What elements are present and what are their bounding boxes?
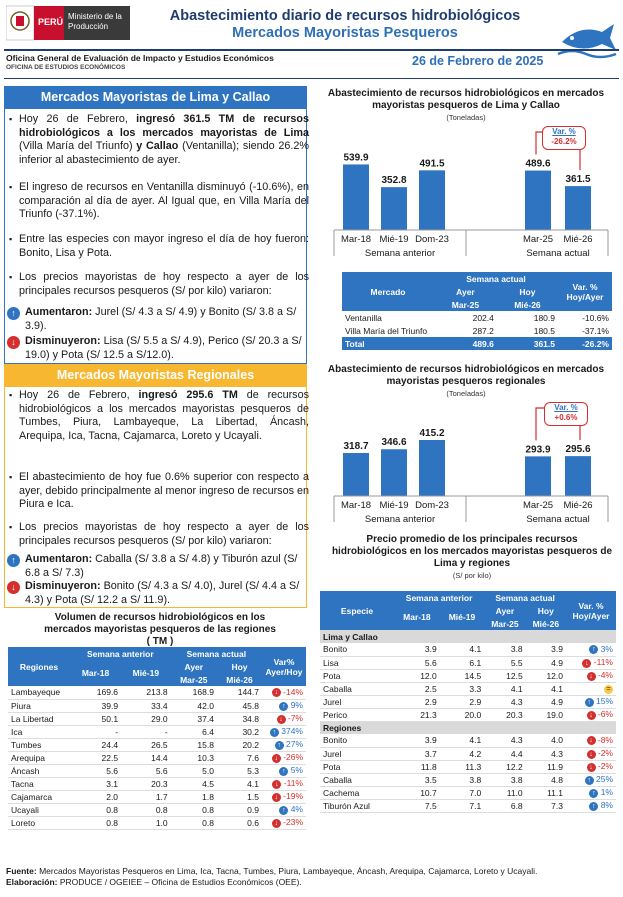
- banner-regiones: Mercados Mayoristas Regionales: [4, 364, 307, 386]
- lima-decrease: ↓ Disminuyeron: Lisa (S/ 5.5 a S/ 4.9), Perico (S/ 20.3 a S/ 19.0) y Pota (S/ 12.5 a S/12.0).: [25, 335, 309, 362]
- table-row: Ventanilla 202.4 180.9 -10.6%: [345, 312, 609, 323]
- org-info: [6, 53, 274, 73]
- th-sem-ant: Semana anterior: [394, 591, 484, 604]
- th-ayer: Ayer: [484, 604, 525, 617]
- data-label: 539.9: [343, 152, 369, 164]
- arrow-up-icon: ↑: [275, 741, 284, 750]
- data-label: 346.6: [381, 437, 407, 449]
- th-mar25: Mar-25: [434, 298, 497, 311]
- th-mie19: Mié-19: [121, 660, 171, 686]
- th-mie26: Mié-26: [217, 673, 262, 686]
- table-row: Tumbes 24.4 26.5 15.8 20.2 ↑ 27%: [8, 738, 306, 751]
- arrow-down-icon: ↓: [587, 672, 596, 681]
- table-row: Tiburón Azul 7.5 7.1 6.8 7.3 ↑ 8%: [320, 799, 616, 812]
- arrow-up-icon: ↑: [7, 307, 20, 320]
- table-row: Caballa 3.5 3.8 3.8 4.8 ↑ 25%: [320, 773, 616, 786]
- lima-section: [4, 108, 307, 364]
- lima-increase: ↑ Aumentaron: Jurel (S/ 4.3 a S/ 4.9) y Bonito (S/ 3.8 a S/ 3.9).: [25, 306, 309, 333]
- arrow-down-icon: ↓: [7, 336, 20, 349]
- reg-decrease: ↓ Disminuyeron: Bonito (S/ 4.3 a S/ 4.0), Jurel (S/ 4.4 a S/ 4.3) y Pota (S/ 12.2 a S/ 11.9).: [25, 580, 309, 607]
- arrow-down-icon: ↓: [587, 750, 596, 759]
- logo-ministry: Ministerio de la Producción: [68, 12, 122, 31]
- arrow-up-icon: ↑: [270, 728, 279, 737]
- table-row: Pota 12.0 14.5 12.5 12.0 ↓ -4%: [320, 669, 616, 682]
- table-total-row: Total 489.6 361.5 -26.2%: [342, 337, 612, 350]
- tick-label: Mar-18: [340, 234, 372, 245]
- data-label: 489.6: [525, 158, 551, 170]
- table-row: Loreto 0.8 1.0 0.8 0.6 ↓ -23%: [8, 816, 306, 829]
- table-row: Ucayali 0.8 0.8 0.8 0.9 ↑ 4%: [8, 803, 306, 816]
- tick-label: Mié-19: [379, 500, 409, 511]
- footer: [6, 866, 616, 888]
- bar: [525, 456, 551, 496]
- th-var: Var% Ayer/Hoy: [262, 647, 306, 686]
- th-sem-act: Semana actual: [484, 591, 566, 604]
- lima-bullet-3: ▪ Entre las especies con mayor ingreso el día de hoy fueron: Bonito, Lisa y Pota.: [19, 233, 309, 260]
- data-label: 293.9: [525, 444, 551, 456]
- org-office: OFICINA DE ESTUDIOS ECONÓMICOS: [6, 64, 126, 71]
- subtitle: Mercados Mayoristas Pesqueros: [232, 25, 458, 41]
- bar: [419, 170, 445, 230]
- tick-label: Mar-25: [522, 500, 554, 511]
- lima-bullet-2: ▪ El ingreso de recursos en Ventanilla disminuyó (-10.6%), en comparación al día de ayer. Al Igual que, en Villa María del Triunfo (-37.1%).: [19, 181, 309, 222]
- bar: [343, 164, 369, 230]
- equal-icon: =: [604, 685, 613, 694]
- group-label: Semana anterior: [364, 514, 436, 525]
- arrow-down-icon: ↓: [272, 793, 281, 802]
- table-row: Villa María del Triunfo 287.2 180.5 -37.1%: [345, 325, 609, 336]
- regional-section: [4, 386, 307, 608]
- th-sem-act: Semana actual: [171, 647, 262, 660]
- report-title: [140, 8, 550, 42]
- title: Abastecimiento diario de recursos hidrobiológicos: [169, 8, 521, 24]
- table-row: Tacna 3.1 20.3 4.5 4.1 ↓ -11%: [8, 777, 306, 790]
- vol-table-title: Volumen de recursos hidrobiológicos en los mercados mayoristas pesqueros de las regiones ( TM ): [44, 612, 276, 647]
- table-row: Cajamarca 2.0 1.7 1.8 1.5 ↓ -19%: [8, 790, 306, 803]
- table-section-row: Lima y Callao: [320, 630, 616, 643]
- reg-bullet-2: ▪ El abastecimiento de hoy fue 0.6% superior con respecto a ayer, debido principalmente al menor ingreso de recursos en Piura e Ica.: [19, 471, 309, 512]
- th-regiones: Regiones: [8, 647, 70, 686]
- report-date: 26 de Febrero de 2025: [412, 54, 544, 68]
- table-row: Lambayeque 169.6 213.8 168.9 144.7 ↓ -14%: [8, 686, 306, 699]
- th-mar18: Mar-18: [394, 604, 440, 630]
- th-especie: Especie: [320, 591, 394, 630]
- arrow-down-icon: ↓: [272, 780, 281, 789]
- th-mercado: Mercado: [342, 272, 434, 311]
- chart2-title: Abastecimiento de recursos hidrobiológicos en mercados mayoristas pesqueros regionales (Toneladas): [327, 364, 605, 398]
- table-row: Caballa 2.5 3.3 4.1 4.1 =: [320, 682, 616, 695]
- bar: [381, 187, 407, 230]
- table-row: Pota 11.8 11.3 12.2 11.9 ↓ -2%: [320, 760, 616, 773]
- group-label: Semana actual: [526, 248, 590, 259]
- th-mar25: Mar-25: [171, 673, 217, 686]
- header-divider-2: [4, 78, 619, 79]
- header-divider: [4, 49, 619, 51]
- table-row: Perico 21.3 20.0 20.3 19.0 ↓ -6%: [320, 708, 616, 721]
- group-label: Semana anterior: [364, 248, 436, 259]
- arrow-down-icon: ↓: [582, 659, 591, 668]
- table-row: Bonito 3.9 4.1 3.8 3.9 ↑ 3%: [320, 643, 616, 656]
- tick-label: Dom-23: [415, 234, 449, 245]
- th-hoy: Hoy: [526, 604, 566, 617]
- data-label: 318.7: [343, 441, 369, 453]
- arrow-down-icon: ↓: [7, 581, 20, 594]
- chart1-var-badge: Var. % -26.2%: [542, 126, 586, 150]
- bar: [525, 171, 551, 230]
- table-section-row: Regiones: [320, 721, 616, 734]
- bar: [565, 456, 591, 496]
- tick-label: Mar-25: [522, 234, 554, 245]
- arrow-down-icon: ↓: [272, 819, 281, 828]
- volume-table: [8, 647, 306, 830]
- group-label: Semana actual: [526, 514, 590, 525]
- fish-icon: [556, 18, 618, 60]
- arrow-down-icon: ↓: [277, 715, 286, 724]
- logo-country: PERÚ: [38, 17, 64, 27]
- bar: [419, 440, 445, 496]
- arrow-down-icon: ↓: [587, 763, 596, 772]
- table-row: Arequipa 22.5 14.4 10.3 7.6 ↓ -26%: [8, 751, 306, 764]
- table-row: Lisa 5.6 6.1 5.5 4.9 ↓ -11%: [320, 656, 616, 669]
- th-var: Var. % Hoy/Ayer: [566, 591, 616, 630]
- th-sem-ant: Semana anterior: [70, 647, 171, 660]
- table-row: Piura 39.9 33.4 42.0 45.8 ↑ 9%: [8, 699, 306, 712]
- th-mar25: Mar-25: [484, 617, 525, 630]
- arrow-up-icon: ↑: [589, 789, 598, 798]
- arrow-down-icon: ↓: [587, 711, 596, 720]
- tick-label: Mié-19: [379, 234, 409, 245]
- market-table: [342, 272, 612, 350]
- table-row: Jurel 3.7 4.2 4.4 4.3 ↓ -2%: [320, 747, 616, 760]
- arrow-up-icon: ↑: [279, 767, 288, 776]
- data-label: 361.5: [565, 174, 591, 186]
- bar: [343, 453, 369, 496]
- arrow-up-icon: ↑: [585, 698, 594, 707]
- data-label: 491.5: [419, 158, 445, 170]
- table-row: Áncash 5.6 5.6 5.0 5.3 ↑ 5%: [8, 764, 306, 777]
- table-row: La Libertad 50.1 29.0 37.4 34.8 ↓ -7%: [8, 712, 306, 725]
- tick-label: Mié-26: [563, 234, 593, 245]
- tick-label: Mar-18: [340, 500, 372, 511]
- chart2-var-badge: Var. % +0.6%: [544, 402, 588, 426]
- th-hoy: Hoy: [497, 285, 558, 298]
- footer-source: Fuente: Mercados Mayoristas Pesqueros en Lima, Ica, Tacna, Tumbes, Piura, Lambayeque, Áncash, Arequipa, Cajamarca, Loreto y Ucayali.: [6, 866, 538, 876]
- th-sem-act: Semana actual: [434, 272, 558, 285]
- tick-label: Dom-23: [415, 500, 449, 511]
- org-name: Oficina General de Evaluación de Impacto y Estudios Económicos: [6, 53, 274, 63]
- reg-bullet-3: ▪ Los precios mayoristas de hoy respecto a ayer de los principales recursos pesqueros (S/ por kilo) variaron:: [19, 521, 309, 548]
- arrow-up-icon: ↑: [589, 802, 598, 811]
- chart1-title: Abastecimiento de recursos hidrobiológicos en mercados mayoristas pesqueros de Lima y Callao (Toneladas): [327, 88, 605, 122]
- th-mar18: Mar-18: [70, 660, 121, 686]
- arrow-down-icon: ↓: [272, 688, 281, 697]
- arrow-up-icon: ↑: [585, 776, 594, 785]
- arrow-up-icon: ↑: [7, 554, 20, 567]
- data-label: 415.2: [419, 427, 445, 439]
- arrow-down-icon: ↓: [272, 754, 281, 763]
- th-mie19: Mié-19: [440, 604, 484, 630]
- th-hoy: Hoy: [217, 660, 262, 673]
- bar: [381, 449, 407, 496]
- th-ayer: Ayer: [434, 285, 497, 298]
- arrow-up-icon: ↑: [279, 806, 288, 815]
- th-mie26: Mié-26: [526, 617, 566, 630]
- data-label: 352.8: [381, 175, 407, 187]
- price-table: [320, 591, 616, 813]
- reg-bullet-1: ▪ Hoy 26 de Febrero, ingresó 295.6 TM de recursos hidrobiológicos a los mercados mayoristas pesqueros de Tumbes, Piura, Lambayeque, La Libertad, Áncash, Arequipa, Ica, Tacna, Cajamarca, Loreto y Ucayali.: [19, 389, 309, 443]
- price-table-title: Precio promedio de los principales recursos hidrobiológicos en los mercados mayoristas pesqueros de Lima y regiones (S/ por kilo): [331, 534, 613, 580]
- arrow-down-icon: ↓: [587, 736, 596, 745]
- table-row: Jurel 2.9 2.9 4.3 4.9 ↑ 15%: [320, 695, 616, 708]
- th-mie26: Mié-26: [497, 298, 558, 311]
- tick-label: Mié-26: [563, 500, 593, 511]
- table-row: Bonito 3.9 4.1 4.3 4.0 ↓ -8%: [320, 734, 616, 747]
- bar: [565, 186, 591, 230]
- footer-elaboration: Elaboración: PRODUCE / OGEIEE – Oficina de Estudios Económicos (OEE).: [6, 877, 302, 887]
- arrow-up-icon: ↑: [589, 645, 598, 654]
- banner-lima-callao: Mercados Mayoristas de Lima y Callao: [4, 86, 307, 108]
- lima-bullet-4: ▪ Los precios mayoristas de hoy respecto a ayer de los principales recursos pesqueros (S/ por kilo) variaron:: [19, 271, 309, 298]
- th-ayer: Ayer: [171, 660, 217, 673]
- th-var: Var. % Hoy/Ayer: [558, 272, 612, 311]
- arrow-up-icon: ↑: [279, 702, 288, 711]
- lima-bullet-1: ▪ Hoy 26 de Febrero, ingresó 361.5 TM de recursos hidrobiológicos a los mercados mayoristas de Lima (Villa María del Triunfo) y Callao (Ventanilla); siendo 26.2% inferior al abastecimiento de ayer.: [19, 113, 309, 167]
- reg-increase: ↑ Aumentaron: Caballa (S/ 3.8 a S/ 4.8) y Tiburón azul (S/ 6.8 a S/ 7.3): [25, 553, 309, 580]
- table-row: Ica - - 6.4 30.2 ↑ 374%: [8, 725, 306, 738]
- data-label: 295.6: [565, 444, 591, 456]
- ministry-logo: [6, 4, 130, 42]
- table-row: Cachema 10.7 7.0 11.0 11.1 ↑ 1%: [320, 786, 616, 799]
